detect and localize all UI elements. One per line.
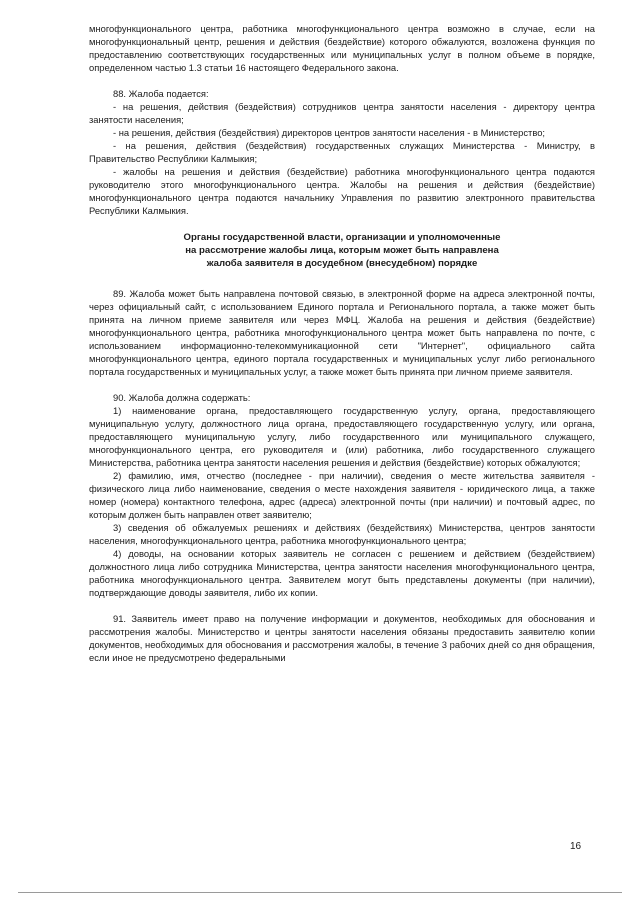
paragraph-88: 88. Жалоба подается: bbox=[113, 88, 209, 99]
paragraph-89: 89. Жалоба может быть направлена почтовой связью, в электронной форме на адреса электронной почты, через официальный сайт, с использованием Единого портала и Регионального портала, а также может быть принята на личном приеме заявителя или через МФЦ. Жалоба на решения и действия (бездействие) многофункционального центра, работника многофункционального центра может быть направлена по почте, с использованием информационно-телекоммуникационной сети "Интернет", официального сайта многофункционального центра, единого портала государственных и муниципальных услуг либо регионального портала государственных и муниципальных услуг, а также может быть принята при личном приеме заявителя. bbox=[89, 288, 595, 377]
page-number: 16 bbox=[570, 841, 582, 852]
list-item: - на решения, действия (бездействия) сотрудников центра занятости населения - директору центра занятости населения; bbox=[89, 101, 595, 125]
paragraph-90: 90. Жалоба должна содержать: bbox=[113, 392, 251, 403]
list-item: - на решения, действия (бездействия) государственных служащих Министерства - Министру, в Правительство Республики Калмыкия; bbox=[89, 140, 595, 164]
list-item: 1) наименование органа, предоставляющего государственную услугу, органа, предоставляющего муниципальную услугу, должностного лица органа, предоставляющего государственную услугу, или органа, предоставляющего муниципальную услугу, либо государственного или муниципального служащего, многофункционального центра, его руководителя и (или) работника, либо государственного служащего Министерства, работника центра занятости населения решения и действия (бездействие) которых обжалуются; bbox=[89, 405, 595, 468]
paragraph-91: 91. Заявитель имеет право на получение информации и документов, необходимых для обоснования и рассмотрения жалобы. Министерство и центры занятости населения обязаны предоставить заявителю копии документов, необходимых для обоснования и рассмотрения жалобы, в течение 3 рабочих дней со дня обращения, если иное не предусмотрено федеральными bbox=[89, 613, 595, 663]
paragraph-continuation: многофункционального центра, работника многофункционального центра возможно в случае, если на многофункциональный центр, решения и действия (бездействие) которого обжалуются, возложена функция по предоставлению соответствующих государственных или муниципальных услуг в полном объеме в порядке, определенном частью 1.3 статьи 16 настоящего Федерального закона. bbox=[89, 23, 595, 73]
list-item: - на решения, действия (бездействия) директоров центров занятости населения - в Министерство; bbox=[113, 127, 546, 138]
document-body bbox=[89, 22, 595, 664]
list-item: - жалобы на решения и действия (бездействие) работника многофункционального центра подаются руководителю этого многофункционального центра. Жалобы на решения и действия (бездействие) многофункционального центра подаются начальнику Управления по развитию электронного правительства Республики Калмыкия. bbox=[89, 166, 595, 216]
list-item: 3) сведения об обжалуемых решениях и действиях (бездействиях) Министерства, центров занятости населения, многофункционального центра, работника многофункционального центра; bbox=[89, 522, 595, 546]
list-item: 4) доводы, на основании которых заявитель не согласен с решением и действием (бездействием) должностного лица либо сотрудника Министерства, центра занятости населения многофункционального центра, работника многофункционального центра. Заявителем могут быть представлены документы (при наличии), подтверждающие доводы заявителя, либо их копии. bbox=[89, 548, 595, 598]
heading-line: Органы государственной власти, организации и уполномоченные bbox=[183, 232, 501, 243]
list-item: 2) фамилию, имя, отчество (последнее - при наличии), сведения о месте жительства заявителя - физического лица либо наименование, сведения о месте нахождения заявителя - юридического лица, а также номер (номера) контактного телефона, адрес (адреса) электронной почты (при наличии) и почтовый адрес, по которым должен быть направлен ответ заявителю; bbox=[89, 470, 595, 520]
heading-line: на рассмотрение жалобы лица, которым может быть направлена bbox=[185, 245, 499, 256]
section-heading bbox=[89, 231, 595, 270]
heading-line: жалоба заявителя в досудебном (внесудебном) порядке bbox=[206, 258, 478, 269]
divider bbox=[18, 892, 622, 893]
